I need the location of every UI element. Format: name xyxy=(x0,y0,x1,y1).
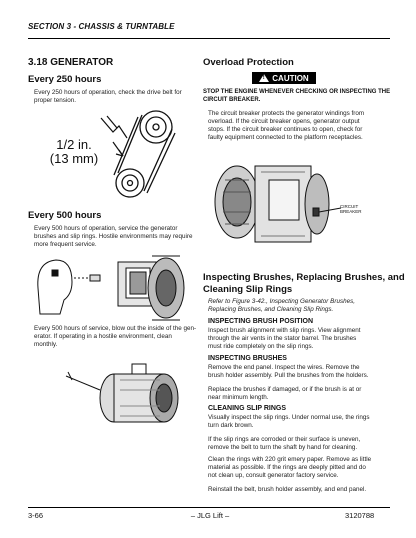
inspecting-brushes-heading: INSPECTING BRUSHES xyxy=(208,355,287,362)
warning-icon: ! xyxy=(259,74,269,82)
circuit-breaker-label: CIRCUIT BREAKER xyxy=(340,204,362,214)
cleaning-slip-rings-text: Visually inspect the slip rings. Under normal use, the rings turn dark brown. xyxy=(208,414,370,430)
inspecting-brushes-text: Remove the end panel. Inspect the wires. Remove the brush holder assembly. Pull the brushes from the holders. xyxy=(208,364,369,380)
figure-reference: Refer to Figure 3-42., Inspecting Generator Brushes, Replacing Brushes, and Cleaning Slip Rings. xyxy=(208,298,356,314)
corroded-rings-text: If the slip rings are corroded or their surface is uneven, remove the belt to turn the shaft by hand for cleaning. xyxy=(208,436,361,452)
blow-out-text: Every 500 hours of service, blow out the inside of the gen- erator. If operating in a hostile environment, clean monthly. xyxy=(34,325,197,349)
document-number: 3120788 xyxy=(345,511,375,520)
brush-position-heading: INSPECTING BRUSH POSITION xyxy=(208,318,314,325)
brush-position-text: Inspect brush alignment with slip rings. View alignment through the air vents in the stator barrel. The brushes must ride completely on the slip rings. xyxy=(208,327,361,351)
generator-title: 3.18 GENERATOR xyxy=(28,57,114,68)
overload-text: The circuit breaker protects the generator windings from overload. If the circuit breaker opens, generator output stops. If the circuit breaker continues to open, check for faulty equipment connected to the platform receptacles. xyxy=(208,110,365,142)
emery-paper-text: Clean the rings with 220 grit emery paper. Remove as little material as possible. If the rings are deeply pitted and do not clean up, consult generator factory service. xyxy=(208,456,372,480)
header-rule xyxy=(28,38,390,39)
caution-badge: ! CAUTION xyxy=(252,72,316,84)
every-500-heading: Every 500 hours xyxy=(28,210,102,221)
overload-heading: Overload Protection xyxy=(203,57,294,68)
every-250-text: Every 250 hours of operation, check the drive belt for proper tension. xyxy=(34,89,182,105)
circuit-breaker-illustration xyxy=(205,150,365,254)
section-header: SECTION 3 - CHASSIS & TURNTABLE xyxy=(28,22,175,31)
every-500-text: Every 500 hours of operation, service the generator brushes and slip rings. Hostile environments may require more frequent service. xyxy=(34,225,193,249)
replace-brushes-text: Replace the brushes if damaged, or if the brush is at or near minimum length. xyxy=(208,386,362,402)
reinstall-text: Reinstall the belt, brush holder assembly, and end panel. xyxy=(208,486,367,493)
generator-cleaning-illustration xyxy=(60,350,190,440)
footer-rule xyxy=(28,507,390,508)
every-250-heading: Every 250 hours xyxy=(28,74,102,85)
cleaning-slip-rings-heading: CLEANING SLIP RINGS xyxy=(208,405,287,412)
caution-text: STOP THE ENGINE WHENEVER CHECKING OR INSPECTING THE CIRCUIT BREAKER. xyxy=(203,89,391,103)
brushes-heading: Inspecting Brushes, Replacing Brushes, and Cleaning Slip Rings xyxy=(203,272,405,295)
air-blow-illustration xyxy=(30,248,190,326)
page-number: 3-66 xyxy=(28,511,44,520)
footer-publisher: – JLG Lift – xyxy=(190,511,230,520)
belt-deflection-label: 1/2 in. (13 mm) xyxy=(49,137,99,166)
